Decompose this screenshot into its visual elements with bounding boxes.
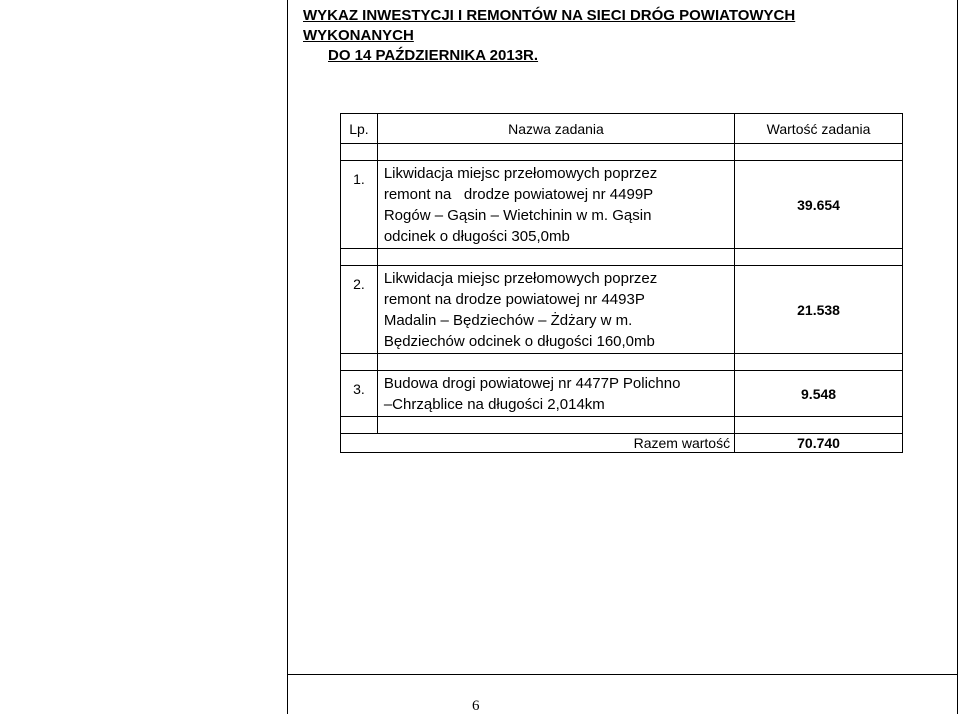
spacer-row: [341, 354, 903, 371]
table-row: [341, 371, 903, 417]
title-line-2: WYKONANYCH: [303, 27, 414, 44]
footer-divider: [288, 674, 957, 675]
row-name-line: Likwidacja miejsc przełomowych poprzez: [383, 269, 658, 287]
spacer-row: [341, 144, 903, 161]
row-name-line: Będziechów odcinek o długości 160,0mb: [383, 332, 655, 350]
title-line-3: DO 14 PAŹDZIERNIKA 2013R.: [328, 47, 539, 64]
header-lp: Lp.: [341, 114, 378, 144]
total-row: [341, 434, 903, 453]
row-lp: 3.: [341, 371, 378, 417]
row-name: [377, 266, 734, 354]
row-name-line: Madalin – Będziechów – Żdżary w m.: [383, 311, 633, 329]
row-name-line: odcinek o długości 305,0mb: [383, 227, 570, 245]
page-number: 6: [472, 698, 480, 714]
row-name: [377, 371, 734, 417]
row-value: 21.538: [735, 266, 903, 354]
row-lp: 1.: [341, 161, 378, 249]
total-value: 70.740: [735, 434, 903, 453]
row-name: [377, 161, 734, 249]
title-line-1: WYKAZ INWESTYCJI I REMONTÓW NA SIECI DRÓG POWIATOWYCH: [303, 7, 796, 24]
row-lp: 2.: [341, 266, 378, 354]
spacer-row: [341, 249, 903, 266]
header-name: Nazwa zadania: [377, 114, 734, 144]
row-name-line: remont na drodze powiatowej nr 4499P: [383, 185, 654, 203]
row-name-line: Likwidacja miejsc przełomowych poprzez: [383, 164, 658, 182]
row-value: 39.654: [735, 161, 903, 249]
row-value: 9.548: [735, 371, 903, 417]
row-name-line: Rogów – Gąsin – Wietchinin w m. Gąsin: [383, 206, 652, 224]
header-value: Wartość zadania: [735, 114, 903, 144]
row-name-line: Budowa drogi powiatowej nr 4477P Polichno: [383, 374, 681, 392]
table-row: [341, 161, 903, 249]
row-name-line: –Chrząblice na długości 2,014km: [383, 395, 605, 413]
investments-table: [340, 113, 903, 453]
table-header-row: [341, 114, 903, 144]
spacer-row: [341, 417, 903, 434]
total-label: Razem wartość: [341, 434, 735, 453]
row-name-line: remont na drodze powiatowej nr 4493P: [383, 290, 645, 308]
document-title: [303, 6, 903, 66]
table-row: [341, 266, 903, 354]
